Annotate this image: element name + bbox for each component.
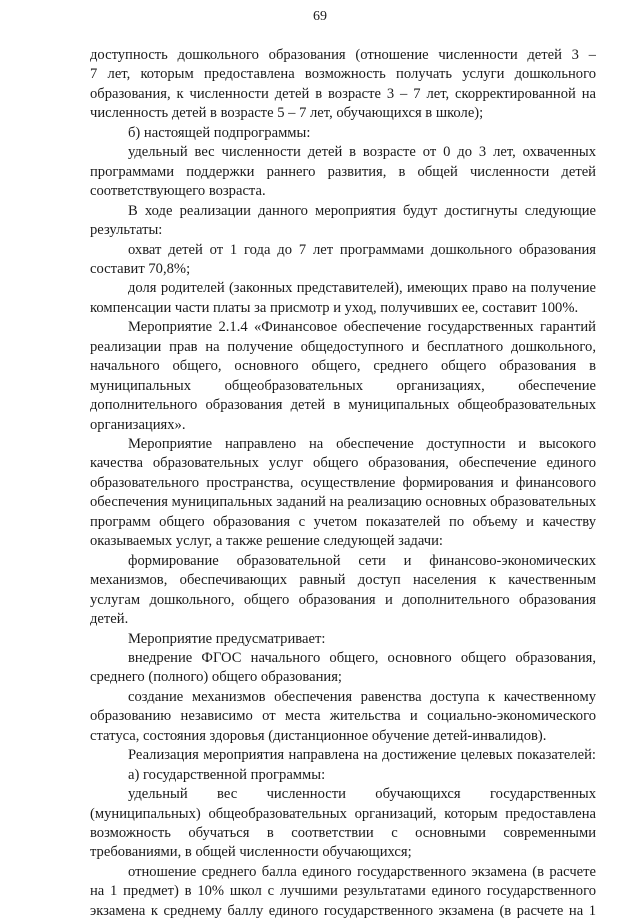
text-line: механизмов, обеспечивающих равный доступ населения к качественным <box>90 572 596 589</box>
text-line: детей. <box>90 611 129 628</box>
text-line: 7 лет, которым предоставлена возможность получать услуги дошкольного <box>90 66 596 83</box>
text-line: компенсации части платы за присмотр и уход, получивших ее, составит 100%. <box>90 299 579 316</box>
text-line: муниципальных общеобразовательных организациях, обеспечение <box>90 377 596 394</box>
text-line: на 1 предмет) в 10% школ с лучшими результатами единого государственного <box>90 883 596 900</box>
text-line: (муниципальных) общеобразовательных организаций, которым предоставлена <box>90 805 596 822</box>
text-line: доля родителей (законных представителей), имеющих право на получение <box>128 280 596 297</box>
text-line: образования, к численности детей в возрасте 3 – 7 лет, скорректированной на <box>90 85 596 102</box>
text-line: начального общего, основного общего, среднего общего образования в <box>90 358 596 375</box>
text-line: охват детей от 1 года до 7 лет программами дошкольного образования <box>128 241 596 258</box>
text-line: качества образовательных услуг общего образования, обеспечение единого <box>90 455 596 472</box>
text-line: создание механизмов обеспечения равенства доступа к качественному <box>128 688 596 705</box>
text-line: соответствующего возраста. <box>90 183 266 200</box>
page-number: 69 <box>313 9 327 24</box>
text-line: Реализация мероприятия направлена на достижение целевых показателей: <box>128 747 596 764</box>
text-line: требованиями, в общей численности обучающихся; <box>90 844 412 861</box>
text-line: образованию независимо от места жительства и социально-экономического <box>90 708 596 725</box>
text-line: среднего (полного) общего образования; <box>90 669 342 686</box>
text-line: экзамена к среднему баллу единого государственного экзамена (в расчете на 1 <box>90 902 596 919</box>
text-line: численность детей в возрасте 5 – 7 лет, обучающихся в школе); <box>90 105 484 122</box>
text-line: услугам дошкольного, общего образования и дополнительного образования <box>90 591 596 608</box>
text-line: удельный вес численности обучающихся государственных <box>128 786 596 803</box>
text-line: б) настоящей подпрограммы: <box>128 124 311 141</box>
text-line: результаты: <box>90 222 163 239</box>
text-line: возможность обучаться в соответствии с основными современными <box>90 825 596 841</box>
text-line: отношение среднего балла единого государственного экзамена (в расчете <box>128 863 596 880</box>
text-line: обеспечения муниципальных заданий на реализацию основных образовательных <box>90 494 596 511</box>
text-line: Мероприятие предусматривает: <box>128 630 326 647</box>
text-line: оказываемых услуг, а также решение следующей задачи: <box>90 533 443 550</box>
text-line: а) государственной программы: <box>128 766 326 783</box>
text-line: доступность дошкольного образования (отношение численности детей 3 – <box>90 47 596 63</box>
text-line: удельный вес численности детей в возрасте от 0 до 3 лет, охваченных <box>128 144 596 161</box>
text-line: реализации прав на получение общедоступного и бесплатного дошкольного, <box>90 338 596 355</box>
text-line: Мероприятие 2.1.4 «Финансовое обеспечение государственных гарантий <box>128 319 596 336</box>
text-line: внедрение ФГОС начального общего, основного общего образования, <box>128 649 596 666</box>
text-line: дополнительного образования детей в муниципальных общеобразовательных <box>90 397 596 414</box>
text-line: формирование образовательной сети и финансово-экономических <box>128 552 596 569</box>
text-line: программ общего образования с учетом показателей по объему и качеству <box>90 513 596 530</box>
text-line: составит 70,8%; <box>90 260 191 277</box>
text-line: Мероприятие направлено на обеспечение доступности и высокого <box>128 436 596 452</box>
text-line: статуса, состояния здоровья (дистанционное обучение детей-инвалидов). <box>90 727 547 744</box>
text-line: программами поддержки раннего развития, в общей численности детей <box>90 163 596 180</box>
text-line: организациях». <box>90 416 186 433</box>
text-line: В ходе реализации данного мероприятия будут достигнуты следующие <box>128 202 596 219</box>
text-line: образовательного пространства, осуществление формирования и финансового <box>90 474 596 491</box>
